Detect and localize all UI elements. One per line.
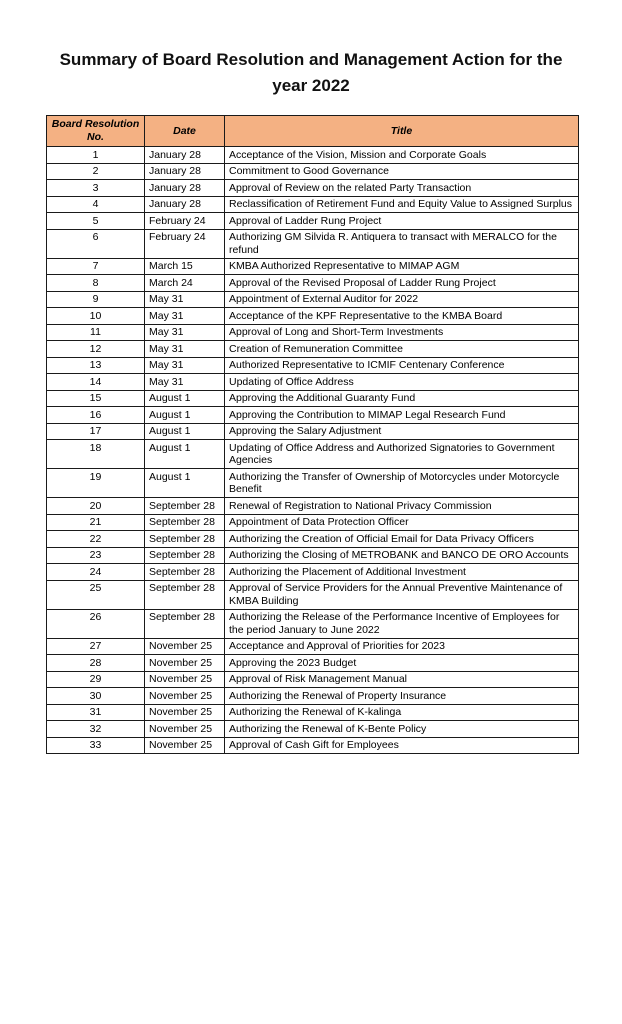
cell-title: KMBA Authorized Representative to MIMAP AGM: [225, 258, 579, 275]
table-row: [47, 547, 579, 564]
table-row: [47, 638, 579, 655]
cell-date: September 28: [145, 564, 225, 581]
table-row: [47, 688, 579, 705]
cell-date: August 1: [145, 423, 225, 440]
table-row: [47, 341, 579, 358]
table-row: [47, 258, 579, 275]
cell-resolution-no: 27: [47, 638, 145, 655]
cell-title: Approving the Salary Adjustment: [225, 423, 579, 440]
table-row: [47, 498, 579, 515]
cell-resolution-no: 11: [47, 324, 145, 341]
table-row: [47, 196, 579, 213]
cell-title: Approval of Long and Short-Term Investments: [225, 324, 579, 341]
cell-date: August 1: [145, 407, 225, 424]
cell-date: January 28: [145, 147, 225, 164]
cell-resolution-no: 6: [47, 229, 145, 258]
table-row: [47, 737, 579, 754]
cell-date: November 25: [145, 704, 225, 721]
cell-title: Appointment of Data Protection Officer: [225, 514, 579, 531]
cell-title: Approval of Review on the related Party Transaction: [225, 180, 579, 197]
cell-date: January 28: [145, 180, 225, 197]
header-board-resolution-no: Board Resolution No.: [47, 116, 145, 147]
cell-resolution-no: 5: [47, 213, 145, 230]
cell-resolution-no: 30: [47, 688, 145, 705]
table-row: [47, 655, 579, 672]
table-row: [47, 229, 579, 258]
cell-date: November 25: [145, 721, 225, 738]
cell-resolution-no: 14: [47, 374, 145, 391]
cell-date: September 28: [145, 514, 225, 531]
cell-title: Authorizing the Closing of METROBANK and BANCO DE ORO Accounts: [225, 547, 579, 564]
cell-resolution-no: 12: [47, 341, 145, 358]
header-title: Title: [225, 116, 579, 147]
cell-date: November 25: [145, 655, 225, 672]
cell-resolution-no: 13: [47, 357, 145, 374]
cell-title: Authorized Representative to ICMIF Centenary Conference: [225, 357, 579, 374]
cell-date: March 15: [145, 258, 225, 275]
cell-date: September 28: [145, 531, 225, 548]
table-row: [47, 407, 579, 424]
cell-date: February 24: [145, 229, 225, 258]
cell-date: September 28: [145, 547, 225, 564]
cell-title: Authorizing the Renewal of K-Bente Policy: [225, 721, 579, 738]
table-row: [47, 704, 579, 721]
table-row: [47, 147, 579, 164]
table-row: [47, 324, 579, 341]
cell-date: January 28: [145, 163, 225, 180]
cell-date: November 25: [145, 638, 225, 655]
table-row: [47, 390, 579, 407]
cell-title: Acceptance and Approval of Priorities for 2023: [225, 638, 579, 655]
cell-date: March 24: [145, 275, 225, 292]
table-header-row: [47, 116, 579, 147]
cell-date: May 31: [145, 374, 225, 391]
cell-title: Renewal of Registration to National Privacy Commission: [225, 498, 579, 515]
cell-resolution-no: 1: [47, 147, 145, 164]
cell-title: Authorizing GM Silvida R. Antiquera to transact with MERALCO for the refund: [225, 229, 579, 258]
cell-date: August 1: [145, 440, 225, 469]
board-resolutions-table: [46, 115, 579, 754]
cell-date: May 31: [145, 324, 225, 341]
table-row: [47, 357, 579, 374]
cell-resolution-no: 28: [47, 655, 145, 672]
cell-resolution-no: 22: [47, 531, 145, 548]
cell-date: September 28: [145, 609, 225, 638]
table-body: [47, 147, 579, 754]
page-title-line-1: Summary of Board Resolution and Management Action for the: [59, 50, 563, 69]
page-title-line-2: year 2022: [272, 76, 350, 95]
table-row: [47, 308, 579, 325]
cell-resolution-no: 9: [47, 291, 145, 308]
cell-date: February 24: [145, 213, 225, 230]
cell-title: Approving the 2023 Budget: [225, 655, 579, 672]
table-row: [47, 423, 579, 440]
cell-title: Authorizing the Renewal of K-kalinga: [225, 704, 579, 721]
page-title: [0, 0, 622, 99]
cell-resolution-no: 32: [47, 721, 145, 738]
cell-title: Commitment to Good Governance: [225, 163, 579, 180]
cell-date: September 28: [145, 498, 225, 515]
cell-date: January 28: [145, 196, 225, 213]
cell-date: November 25: [145, 688, 225, 705]
cell-date: August 1: [145, 390, 225, 407]
cell-title: Approval of the Revised Proposal of Ladder Rung Project: [225, 275, 579, 292]
table-row: [47, 564, 579, 581]
table-row: [47, 180, 579, 197]
cell-title: Approval of Service Providers for the Annual Preventive Maintenance of KMBA Building: [225, 580, 579, 609]
table-row: [47, 213, 579, 230]
cell-resolution-no: 3: [47, 180, 145, 197]
cell-resolution-no: 15: [47, 390, 145, 407]
table-row: [47, 163, 579, 180]
cell-title: Approval of Risk Management Manual: [225, 671, 579, 688]
cell-resolution-no: 25: [47, 580, 145, 609]
cell-date: May 31: [145, 291, 225, 308]
cell-resolution-no: 10: [47, 308, 145, 325]
cell-date: May 31: [145, 357, 225, 374]
cell-title: Authorizing the Release of the Performance Incentive of Employees for the period January to June 2022: [225, 609, 579, 638]
cell-resolution-no: 29: [47, 671, 145, 688]
cell-date: November 25: [145, 671, 225, 688]
table-row: [47, 531, 579, 548]
cell-resolution-no: 33: [47, 737, 145, 754]
cell-resolution-no: 2: [47, 163, 145, 180]
table-row: [47, 275, 579, 292]
cell-resolution-no: 19: [47, 469, 145, 498]
cell-date: May 31: [145, 341, 225, 358]
table-row: [47, 721, 579, 738]
cell-title: Authorizing the Creation of Official Email for Data Privacy Officers: [225, 531, 579, 548]
cell-resolution-no: 18: [47, 440, 145, 469]
cell-date: May 31: [145, 308, 225, 325]
cell-resolution-no: 23: [47, 547, 145, 564]
cell-title: Reclassification of Retirement Fund and Equity Value to Assigned Surplus: [225, 196, 579, 213]
table-row: [47, 580, 579, 609]
cell-title: Approving the Additional Guaranty Fund: [225, 390, 579, 407]
table-row: [47, 671, 579, 688]
table-row: [47, 440, 579, 469]
cell-resolution-no: 4: [47, 196, 145, 213]
table-row: [47, 374, 579, 391]
cell-title: Authorizing the Renewal of Property Insurance: [225, 688, 579, 705]
cell-title: Updating of Office Address and Authorized Signatories to Government Agencies: [225, 440, 579, 469]
cell-resolution-no: 16: [47, 407, 145, 424]
header-date: Date: [145, 116, 225, 147]
cell-resolution-no: 7: [47, 258, 145, 275]
cell-resolution-no: 26: [47, 609, 145, 638]
cell-resolution-no: 8: [47, 275, 145, 292]
cell-resolution-no: 24: [47, 564, 145, 581]
cell-title: Appointment of External Auditor for 2022: [225, 291, 579, 308]
cell-title: Creation of Remuneration Committee: [225, 341, 579, 358]
table-row: [47, 609, 579, 638]
cell-date: November 25: [145, 737, 225, 754]
cell-title: Authorizing the Placement of Additional Investment: [225, 564, 579, 581]
table-row: [47, 469, 579, 498]
cell-resolution-no: 20: [47, 498, 145, 515]
cell-title: Acceptance of the KPF Representative to the KMBA Board: [225, 308, 579, 325]
table-row: [47, 514, 579, 531]
cell-title: Approval of Ladder Rung Project: [225, 213, 579, 230]
cell-title: Authorizing the Transfer of Ownership of Motorcycles under Motorcycle Benefit: [225, 469, 579, 498]
cell-title: Approval of Cash Gift for Employees: [225, 737, 579, 754]
cell-resolution-no: 21: [47, 514, 145, 531]
cell-resolution-no: 31: [47, 704, 145, 721]
table-row: [47, 291, 579, 308]
cell-title: Approving the Contribution to MIMAP Legal Research Fund: [225, 407, 579, 424]
cell-date: August 1: [145, 469, 225, 498]
cell-date: September 28: [145, 580, 225, 609]
cell-title: Acceptance of the Vision, Mission and Corporate Goals: [225, 147, 579, 164]
cell-title: Updating of Office Address: [225, 374, 579, 391]
cell-resolution-no: 17: [47, 423, 145, 440]
